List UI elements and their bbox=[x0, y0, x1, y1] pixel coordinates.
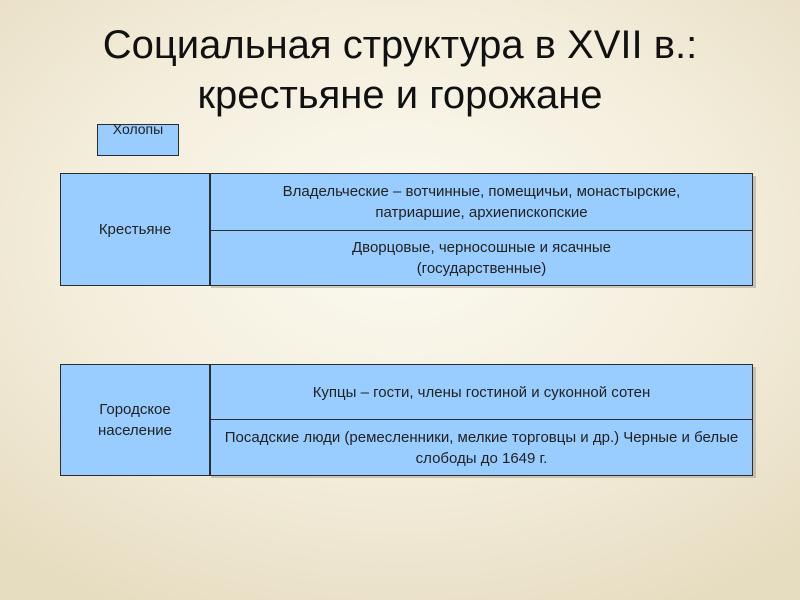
townspeople-label-box bbox=[60, 364, 210, 476]
peasants-row-owned bbox=[210, 173, 753, 231]
holopy-box bbox=[97, 124, 179, 156]
townspeople-row-merchants-text: Купцы – гости, члены гостиной и суконной сотен bbox=[312, 383, 651, 401]
holopy-label: Холопы bbox=[112, 124, 164, 137]
townspeople-row-posad-text: Посадские люди (ремесленники, мелкие торговцы и др.) Черные и белые слободы до 1649 г. bbox=[224, 428, 739, 467]
page-title bbox=[0, 20, 800, 120]
peasants-row-state-text: Дворцовые, черносошные и ясачные (государственные) bbox=[352, 239, 611, 277]
page-title-line-2: крестьяне и горожане bbox=[197, 73, 603, 117]
page-title-line-1: Социальная структура в XVII в.: bbox=[102, 23, 698, 67]
townspeople-row-posad bbox=[210, 419, 753, 476]
townspeople-label: Городское население bbox=[97, 401, 173, 439]
peasants-label-box bbox=[60, 173, 210, 286]
peasants-row-state bbox=[210, 230, 753, 286]
townspeople-row-merchants bbox=[210, 364, 753, 420]
peasants-label: Крестьяне bbox=[98, 221, 172, 238]
peasants-row-owned-text: Владельческие – вотчинные, помещичьи, монастырские, патриаршие, архиепископские bbox=[282, 183, 681, 221]
